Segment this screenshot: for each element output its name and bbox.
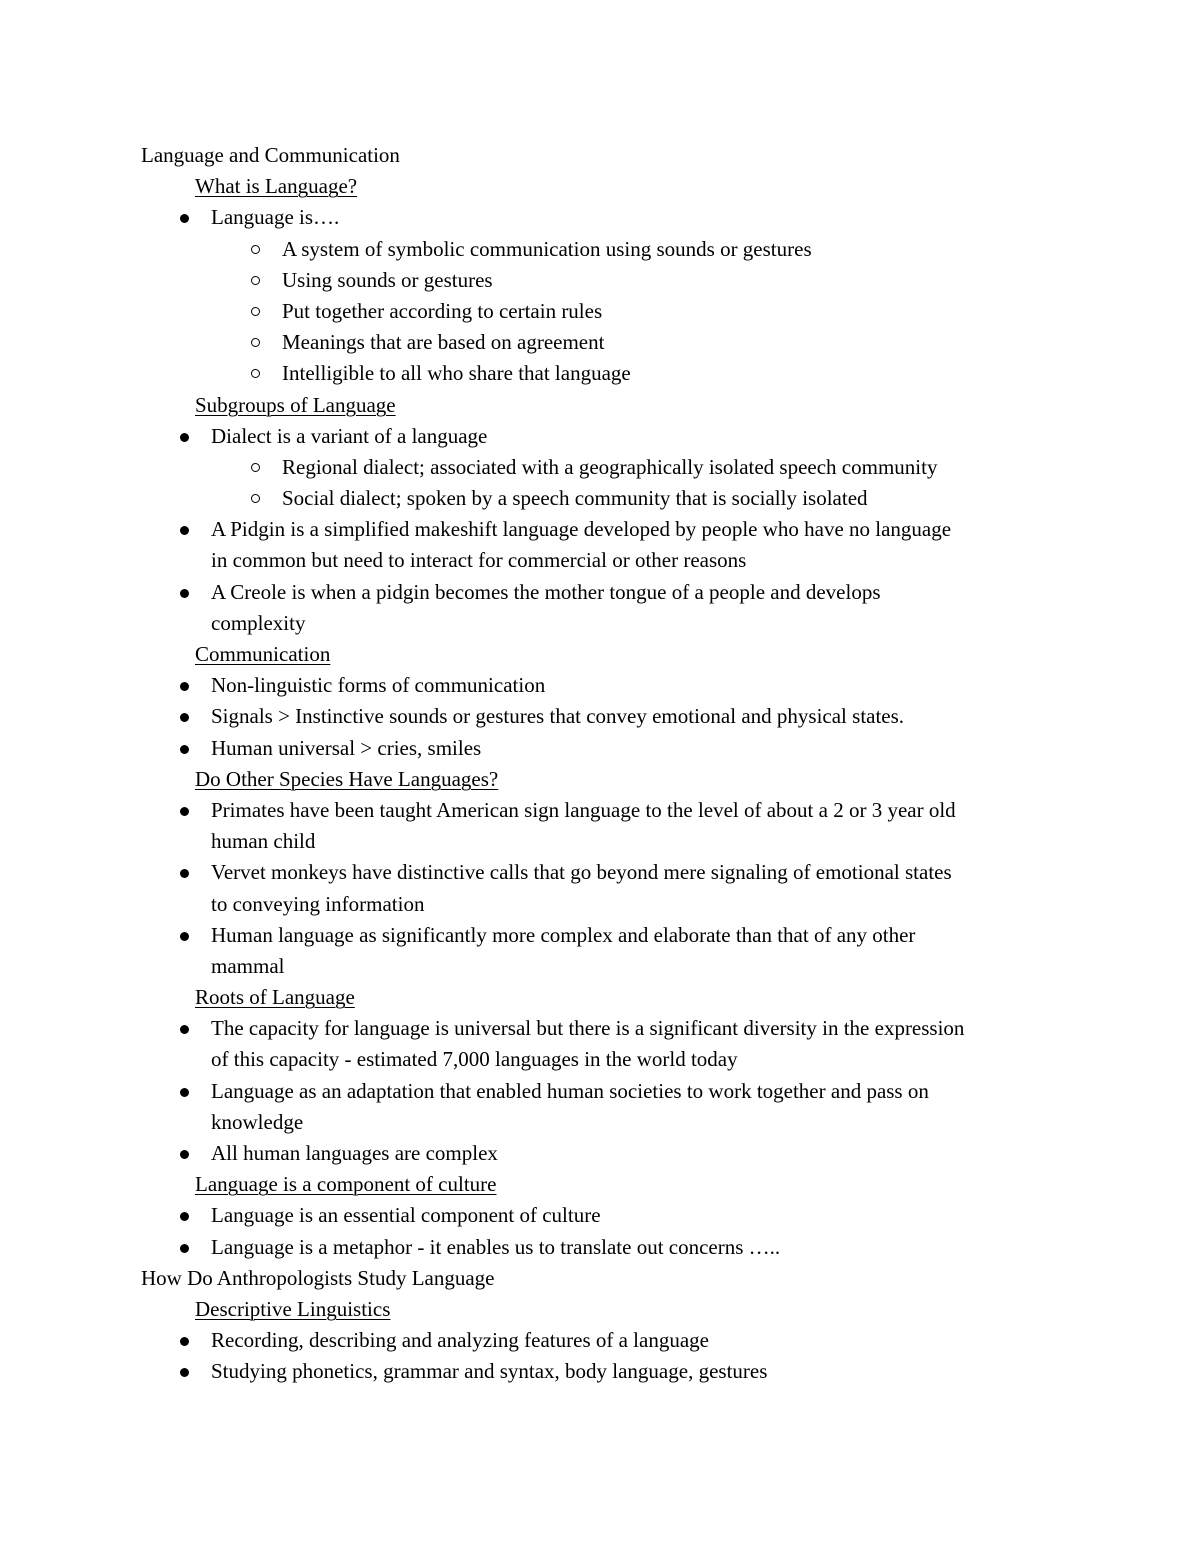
bullet-filled-icon bbox=[180, 526, 189, 535]
bullet-filled-icon bbox=[180, 1368, 189, 1377]
section-heading bbox=[0, 390, 1200, 421]
bullet-hollow-icon bbox=[251, 276, 260, 285]
list-item-text: Non-linguistic forms of communication bbox=[211, 673, 546, 698]
section-heading bbox=[0, 639, 1200, 670]
document-title-2-text: How Do Anthropologists Study Language bbox=[141, 1265, 495, 1290]
list-item bbox=[0, 1138, 1200, 1169]
sub-list-item bbox=[0, 327, 1200, 358]
section-heading-text: Language is a component of culture bbox=[195, 1172, 497, 1197]
list-item-text: Language as an adaptation that enabled human societies to work together and pass on bbox=[211, 1078, 929, 1103]
sub-list-item-text: A system of symbolic communication using sounds or gestures bbox=[282, 236, 812, 261]
list-item-continuation-text: in common but need to interact for commercial or other reasons bbox=[211, 548, 747, 573]
document-title bbox=[0, 140, 1200, 171]
list-item bbox=[0, 202, 1200, 233]
bullet-filled-icon bbox=[180, 869, 189, 878]
bullet-hollow-icon bbox=[251, 463, 260, 472]
list-item-text: A Pidgin is a simplified makeshift language developed by people who have no language bbox=[211, 517, 952, 542]
list-item-continuation-text: mammal bbox=[211, 953, 285, 978]
list-item-text: Language is a metaphor - it enables us to translate out concerns ….. bbox=[211, 1234, 781, 1259]
sub-list-item bbox=[0, 234, 1200, 265]
list-item bbox=[0, 577, 1200, 608]
sub-list-item-text: Social dialect; spoken by a speech community that is socially isolated bbox=[282, 486, 868, 511]
list-item bbox=[0, 1325, 1200, 1356]
list-item-text: Human universal > cries, smiles bbox=[211, 735, 482, 760]
section-heading-text: Roots of Language bbox=[195, 985, 355, 1010]
sub-list-item bbox=[0, 265, 1200, 296]
section-heading-text: Subgroups of Language bbox=[195, 392, 396, 417]
bullet-filled-icon bbox=[180, 1337, 189, 1346]
document-title-text: Language and Communication bbox=[141, 143, 400, 167]
sub-list-item-text: Meanings that are based on agreement bbox=[282, 330, 605, 355]
list-item-text: The capacity for language is universal but there is a significant diversity in the expression bbox=[211, 1016, 965, 1041]
list-item bbox=[0, 920, 1200, 951]
section-heading-text: Descriptive Linguistics bbox=[195, 1296, 391, 1321]
sub-list-item-text: Regional dialect; associated with a geographically isolated speech community bbox=[282, 454, 938, 479]
list-item bbox=[0, 514, 1200, 545]
bullet-hollow-icon bbox=[251, 338, 260, 347]
bullet-hollow-icon bbox=[251, 307, 260, 316]
bullet-hollow-icon bbox=[251, 369, 260, 378]
section-heading bbox=[0, 1169, 1200, 1200]
list-item-continuation-text: knowledge bbox=[211, 1109, 304, 1134]
bullet-filled-icon bbox=[180, 713, 189, 722]
bullet-hollow-icon bbox=[251, 245, 260, 254]
sub-list-item-text: Put together according to certain rules bbox=[282, 298, 603, 323]
section-heading-text: Communication bbox=[195, 642, 331, 666]
sub-list-item-text: Using sounds or gestures bbox=[282, 267, 493, 292]
section-heading bbox=[0, 171, 1200, 202]
list-item-text: Dialect is a variant of a language bbox=[211, 423, 488, 448]
list-item bbox=[0, 1232, 1200, 1263]
list-item-continuation bbox=[0, 1044, 1200, 1075]
section-heading bbox=[0, 764, 1200, 795]
bullet-filled-icon bbox=[180, 1212, 189, 1221]
list-item-text: Language is an essential component of culture bbox=[211, 1203, 601, 1228]
bullet-filled-icon bbox=[180, 1025, 189, 1034]
bullet-hollow-icon bbox=[251, 494, 260, 503]
list-item-continuation bbox=[0, 826, 1200, 857]
list-item-text: Recording, describing and analyzing features of a language bbox=[211, 1328, 709, 1353]
section-heading-text: What is Language? bbox=[195, 174, 358, 199]
document-body bbox=[0, 140, 1200, 1388]
list-item bbox=[0, 733, 1200, 764]
list-item-continuation bbox=[0, 1107, 1200, 1138]
list-item-continuation bbox=[0, 951, 1200, 982]
bullet-filled-icon bbox=[180, 214, 189, 223]
bullet-filled-icon bbox=[180, 932, 189, 941]
list-item-text: Signals > Instinctive sounds or gestures that convey emotional and physical states. bbox=[211, 704, 905, 729]
sub-list-item-text: Intelligible to all who share that language bbox=[282, 361, 631, 386]
bullet-filled-icon bbox=[180, 682, 189, 691]
list-item bbox=[0, 1200, 1200, 1231]
list-item-continuation bbox=[0, 608, 1200, 639]
bullet-filled-icon bbox=[180, 433, 189, 442]
section-heading bbox=[0, 982, 1200, 1013]
list-item-text: Studying phonetics, grammar and syntax, body language, gestures bbox=[211, 1359, 768, 1384]
list-item-continuation bbox=[0, 889, 1200, 920]
list-item-text: A Creole is when a pidgin becomes the mother tongue of a people and develops bbox=[211, 579, 881, 604]
list-item bbox=[0, 670, 1200, 701]
list-item bbox=[0, 421, 1200, 452]
bullet-filled-icon bbox=[180, 1150, 189, 1159]
list-item-continuation bbox=[0, 545, 1200, 576]
sub-list-item bbox=[0, 358, 1200, 389]
sub-list-item bbox=[0, 452, 1200, 483]
list-item-text: Primates have been taught American sign language to the level of about a 2 or 3 year old bbox=[211, 797, 956, 822]
section-heading-text: Do Other Species Have Languages? bbox=[195, 766, 499, 791]
bullet-filled-icon bbox=[180, 589, 189, 598]
list-item-text: Human language as significantly more complex and elaborate than that of any other bbox=[211, 922, 916, 947]
list-item-continuation-text: of this capacity - estimated 7,000 languages in the world today bbox=[211, 1047, 738, 1072]
bullet-filled-icon bbox=[180, 745, 189, 754]
bullet-filled-icon bbox=[180, 1244, 189, 1253]
list-item bbox=[0, 1076, 1200, 1107]
list-item bbox=[0, 1013, 1200, 1044]
document-title-2 bbox=[0, 1263, 1200, 1294]
list-item-text: Language is…. bbox=[211, 205, 340, 230]
list-item-text: Vervet monkeys have distinctive calls that go beyond mere signaling of emotional states bbox=[211, 860, 952, 885]
bullet-filled-icon bbox=[180, 1088, 189, 1097]
list-item bbox=[0, 795, 1200, 826]
list-item bbox=[0, 857, 1200, 888]
list-item bbox=[0, 701, 1200, 732]
sub-list-item bbox=[0, 483, 1200, 514]
list-item bbox=[0, 1356, 1200, 1387]
list-item-continuation-text: human child bbox=[211, 829, 316, 854]
list-item-text: All human languages are complex bbox=[211, 1141, 498, 1165]
list-item-continuation-text: to conveying information bbox=[211, 891, 425, 916]
sub-list-item bbox=[0, 296, 1200, 327]
bullet-filled-icon bbox=[180, 807, 189, 816]
list-item-continuation-text: complexity bbox=[211, 610, 306, 635]
section-heading bbox=[0, 1294, 1200, 1325]
